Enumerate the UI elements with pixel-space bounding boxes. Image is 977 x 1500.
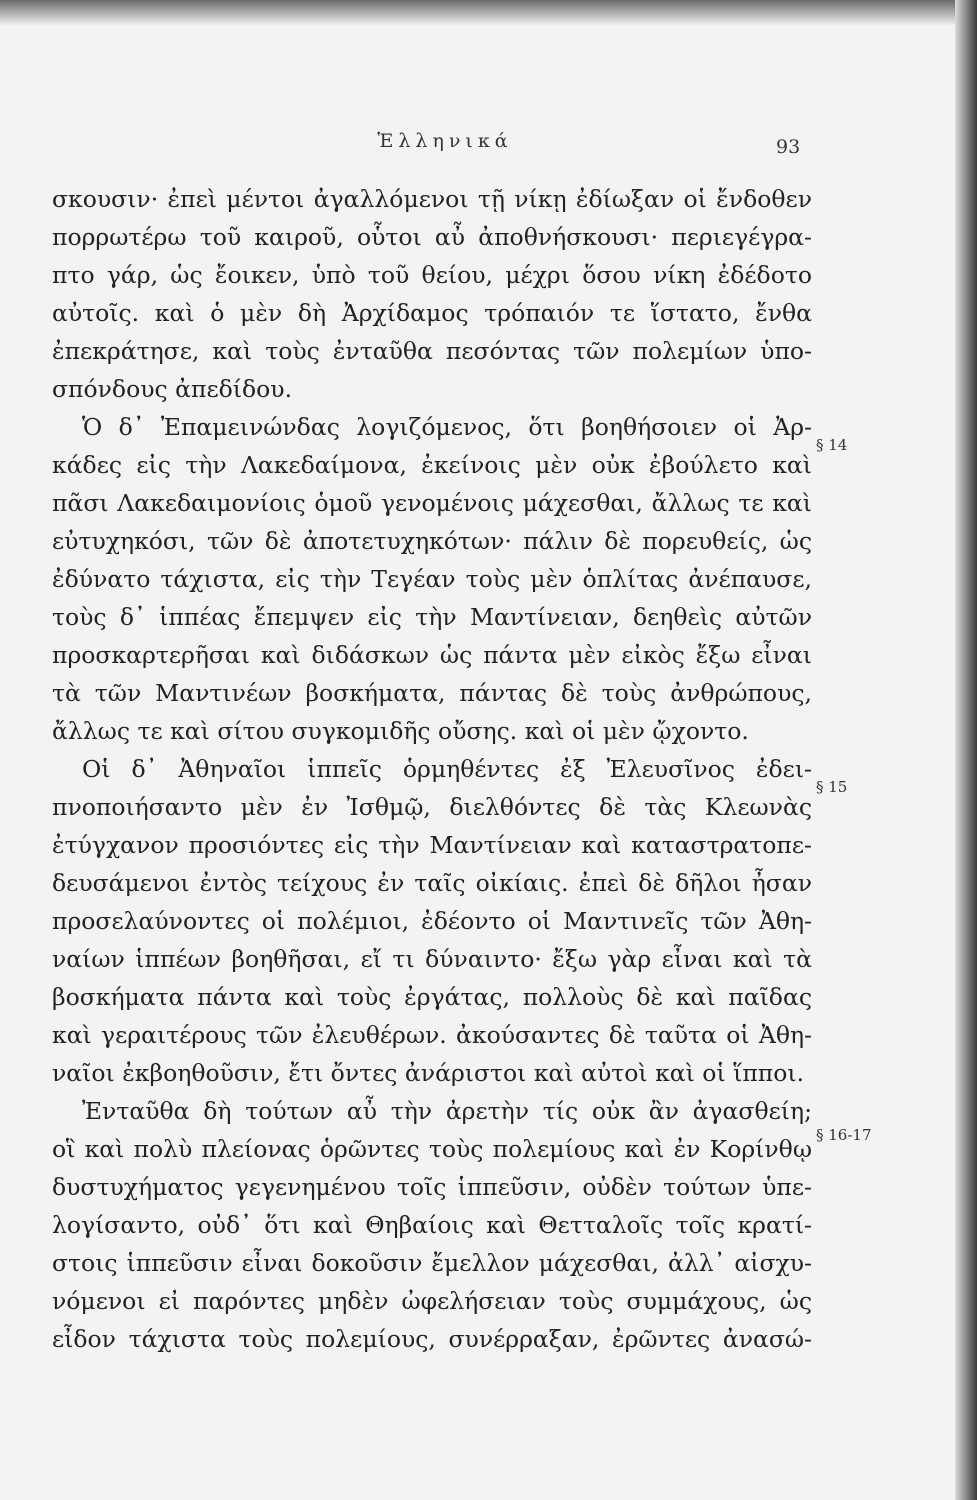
text-line: πτο γάρ, ὡς ἔοικεν, ὑπὸ τοῦ θείου, μέχρι ὅσου νίκη ἐδέδοτο <box>52 261 812 289</box>
text-line: ἄλλως τε καὶ σίτου συγκομιδῆς οὔσης. καὶ οἱ μὲν ᾤχοντο. <box>52 717 749 745</box>
text-line: πορρωτέρω τοῦ καιροῦ, οὗτοι αὖ ἀποθνήσκουσι· περιεγέγρα- <box>52 223 812 251</box>
text-block <box>52 180 812 1358</box>
text-line: ναίων ἱππέων βοηθῆσαι, εἴ τι δύναιντο· ἔξω γὰρ εἶναι καὶ τὰ <box>52 945 812 973</box>
text-line: δευσάμενοι ἐντὸς τείχους ἐν ταῖς οἰκίαις. ἐπεὶ δὲ δῆλοι ἦσαν <box>52 869 812 897</box>
text-line: αὐτοῖς. καὶ ὁ μὲν δὴ Ἀρχίδαμος τρόπαιόν τε ἵστατο, ἔνθα <box>52 299 812 327</box>
text-line: προσκαρτερῆσαι καὶ διδάσκων ὡς πάντα μὲν εἰκὸς ἔξω εἶναι <box>52 641 812 669</box>
section-marker-16-17: § 16-17 <box>816 1126 872 1144</box>
paragraph-start-line: Ἐνταῦθα δὴ τούτων αὖ τὴν ἀρετὴν τίς οὐκ ἂν ἀγασθείη; <box>82 1097 812 1125</box>
text-line: λογίσαντο, οὐδ᾽ ὅτι καὶ Θηβαίοις καὶ Θετταλοῖς τοῖς κρατί- <box>52 1211 812 1239</box>
text-line: ἐτύγχανον προσιόντες εἰς τὴν Μαντίνειαν καὶ καταστρατοπε- <box>52 831 812 859</box>
text-line: οἳ καὶ πολὺ πλείονας ὁρῶντες τοὺς πολεμίους καὶ ἐν Κορίνθῳ <box>52 1135 812 1163</box>
paragraph-start-line: Ὁ δ᾽ Ἐπαμεινώνδας λογιζόμενος, ὅτι βοηθήσοιεν οἱ Ἀρ- <box>82 413 812 441</box>
text-line: πᾶσι Λακεδαιμονίοις ὁμοῦ γενομένοις μάχεσθαι, ἄλλως τε καὶ <box>52 489 812 517</box>
text-line: δυστυχήματος γεγενημένου τοῖς ἱππεῦσιν, οὐδὲν τούτων ὑπε- <box>52 1173 812 1201</box>
text-line: εἶδον τάχιστα τοὺς πολεμίους, συνέρραξαν, ἐρῶντες ἀνασώ- <box>52 1325 812 1353</box>
text-line: ναῖοι ἐκβοηθοῦσιν, ἔτι ὄντες ἀνάριστοι καὶ αὐτοὶ καὶ οἱ ἵπποι. <box>52 1059 805 1087</box>
running-head: Ἑλληνικά <box>377 130 513 152</box>
text-line: καὶ γεραιτέρους τῶν ἐλευθέρων. ἀκούσαντες δὲ ταῦτα οἱ Ἀθη- <box>52 1021 812 1049</box>
text-line: ἐδύνατο τάχιστα, εἰς τὴν Τεγέαν τοὺς μὲν ὁπλίτας ἀνέπαυσε, <box>52 565 812 593</box>
text-line: κάδες εἰς τὴν Λακεδαίμονα, ἐκείνοις μὲν οὐκ ἐβούλετο καὶ <box>52 451 812 479</box>
book-page-edge <box>955 0 977 1500</box>
text-line: πνοποιήσαντο μὲν ἐν Ἰσθμῷ, διελθόντες δὲ τὰς Κλεωνὰς <box>52 793 812 821</box>
text-line: προσελαύνοντες οἱ πολέμιοι, ἐδέοντο οἱ Μαντινεῖς τῶν Ἀθη- <box>52 907 812 935</box>
text-line: ἐπεκράτησε, καὶ τοὺς ἐνταῦθα πεσόντας τῶν πολεμίων ὑπο- <box>52 337 812 365</box>
page-top-shadow <box>0 0 955 26</box>
section-marker-14: § 14 <box>816 436 848 454</box>
page-number: 93 <box>776 136 801 158</box>
section-marker-15: § 15 <box>816 778 848 796</box>
text-line: σπόνδους ἀπεδίδου. <box>52 375 293 403</box>
text-line: βοσκήματα πάντα καὶ τοὺς ἐργάτας, πολλοὺς δὲ καὶ παῖδας <box>52 983 812 1011</box>
text-line: νόμενοι εἰ παρόντες μηδὲν ὠφελήσειαν τοὺς συμμάχους, ὡς <box>52 1287 812 1315</box>
text-line: σκουσιν· ἐπεὶ μέντοι ἀγαλλόμενοι τῇ νίκῃ ἐδίωξαν οἱ ἔνδοθεν <box>52 185 812 213</box>
text-line: τοὺς δ᾽ ἱππέας ἔπεμψεν εἰς τὴν Μαντίνειαν, δεηθεὶς αὐτῶν <box>52 603 812 631</box>
text-line: εὐτυχηκόσι, τῶν δὲ ἀποτετυχηκότων· πάλιν δὲ πορευθείς, ὡς <box>52 527 812 555</box>
paragraph-start-line: Οἱ δ᾽ Ἀθηναῖοι ἱππεῖς ὁρμηθέντες ἐξ Ἐλευσῖνος ἐδει- <box>82 755 812 783</box>
text-line: στοις ἱππεῦσιν εἶναι δοκοῦσιν ἔμελλον μάχεσθαι, ἀλλ᾽ αἰσχυ- <box>52 1249 812 1277</box>
text-line: τὰ τῶν Μαντινέων βοσκήματα, πάντας δὲ τοὺς ἀνθρώπους, <box>52 679 812 707</box>
